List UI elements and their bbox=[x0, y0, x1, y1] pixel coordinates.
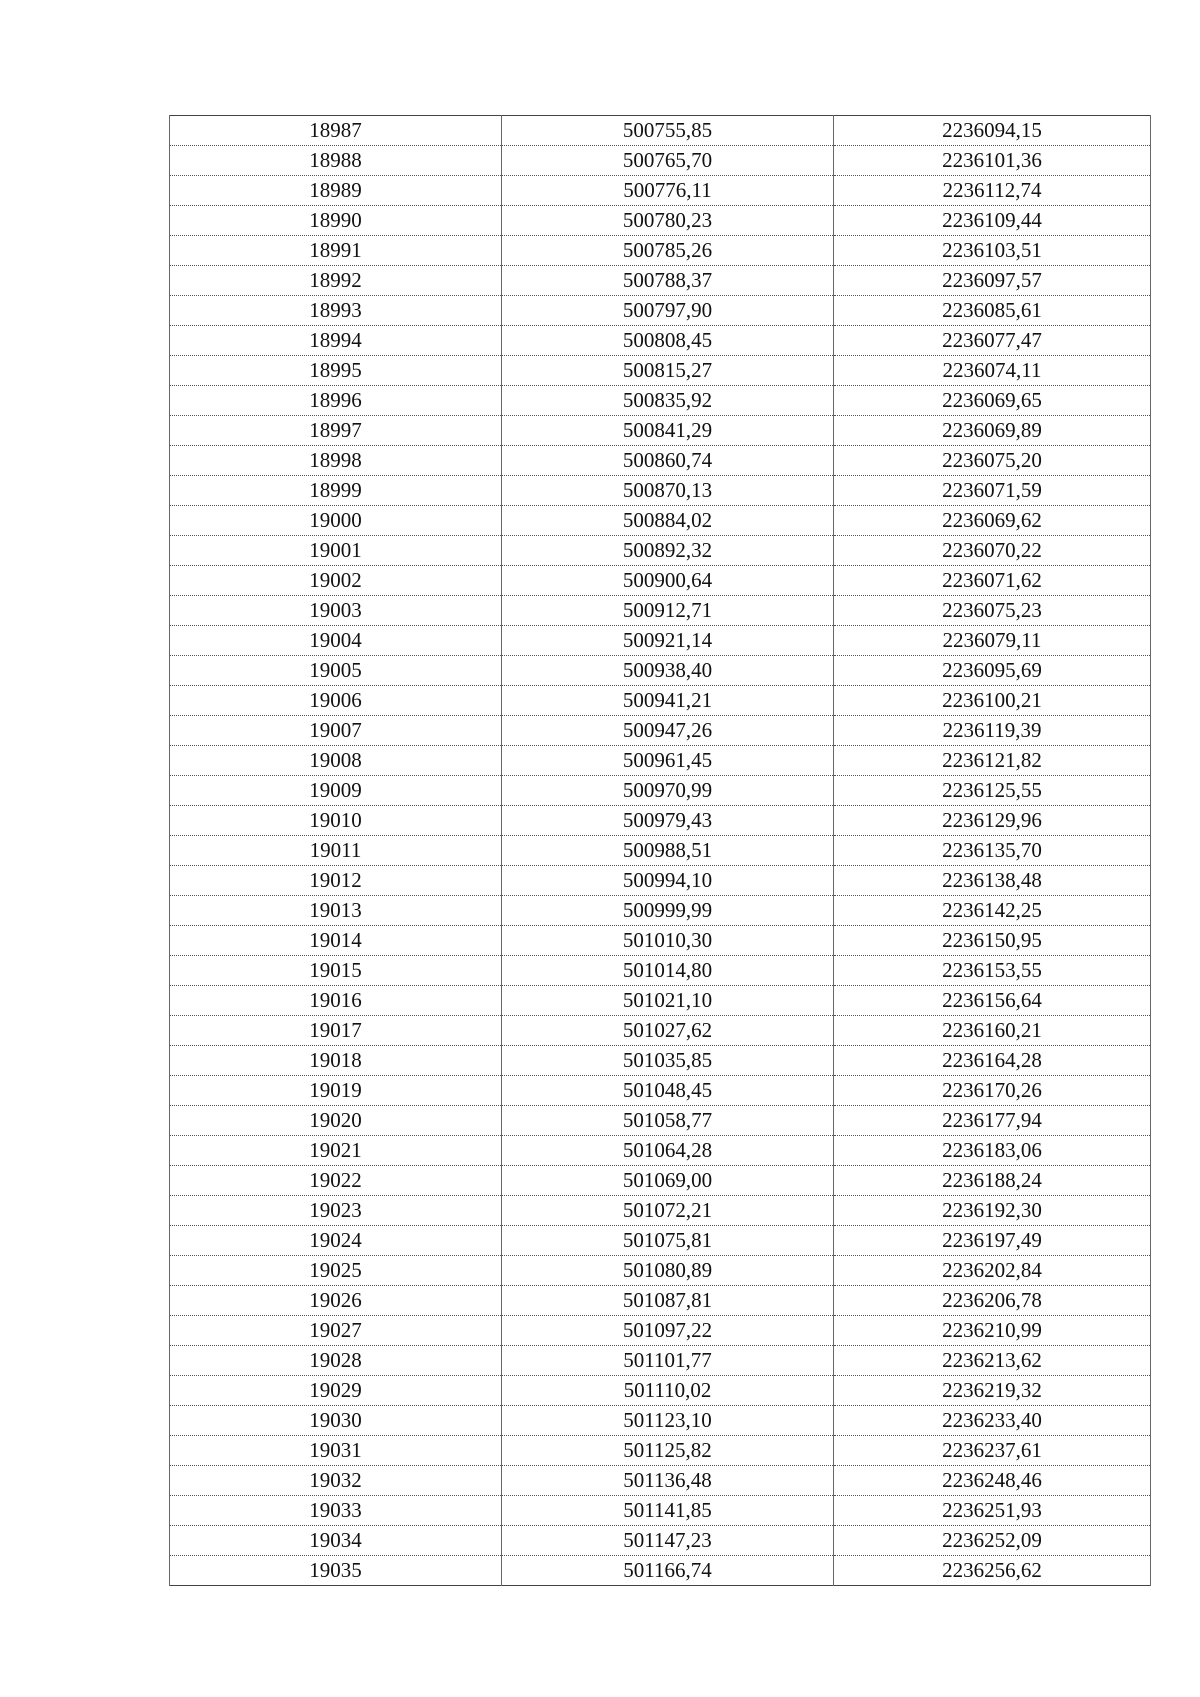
x-coordinate-cell: 500900,64 bbox=[502, 566, 834, 596]
y-coordinate-cell: 2236142,25 bbox=[834, 896, 1151, 926]
point-number-cell: 19003 bbox=[170, 596, 502, 626]
point-number-cell: 19010 bbox=[170, 806, 502, 836]
x-coordinate-cell: 500841,29 bbox=[502, 416, 834, 446]
x-coordinate-cell: 500780,23 bbox=[502, 206, 834, 236]
x-coordinate-cell: 501058,77 bbox=[502, 1106, 834, 1136]
y-coordinate-cell: 2236129,96 bbox=[834, 806, 1151, 836]
x-coordinate-cell: 500835,92 bbox=[502, 386, 834, 416]
point-number-cell: 19030 bbox=[170, 1406, 502, 1436]
table-row bbox=[170, 986, 1151, 1016]
table-row bbox=[170, 1046, 1151, 1076]
y-coordinate-cell: 2236074,11 bbox=[834, 356, 1151, 386]
y-coordinate-cell: 2236069,62 bbox=[834, 506, 1151, 536]
point-number-cell: 18994 bbox=[170, 326, 502, 356]
point-number-cell: 19031 bbox=[170, 1436, 502, 1466]
x-coordinate-cell: 500961,45 bbox=[502, 746, 834, 776]
x-coordinate-cell: 500941,21 bbox=[502, 686, 834, 716]
point-number-cell: 19017 bbox=[170, 1016, 502, 1046]
point-number-cell: 19001 bbox=[170, 536, 502, 566]
x-coordinate-cell: 501021,10 bbox=[502, 986, 834, 1016]
x-coordinate-cell: 501072,21 bbox=[502, 1196, 834, 1226]
y-coordinate-cell: 2236219,32 bbox=[834, 1376, 1151, 1406]
table-row bbox=[170, 686, 1151, 716]
point-number-cell: 19008 bbox=[170, 746, 502, 776]
y-coordinate-cell: 2236070,22 bbox=[834, 536, 1151, 566]
table-row bbox=[170, 1496, 1151, 1526]
table-row bbox=[170, 926, 1151, 956]
point-number-cell: 19027 bbox=[170, 1316, 502, 1346]
point-number-cell: 18992 bbox=[170, 266, 502, 296]
point-number-cell: 19029 bbox=[170, 1376, 502, 1406]
table-row bbox=[170, 956, 1151, 986]
y-coordinate-cell: 2236213,62 bbox=[834, 1346, 1151, 1376]
y-coordinate-cell: 2236075,23 bbox=[834, 596, 1151, 626]
point-number-cell: 19023 bbox=[170, 1196, 502, 1226]
point-number-cell: 19006 bbox=[170, 686, 502, 716]
x-coordinate-cell: 500884,02 bbox=[502, 506, 834, 536]
x-coordinate-cell: 500808,45 bbox=[502, 326, 834, 356]
point-number-cell: 18989 bbox=[170, 176, 502, 206]
x-coordinate-cell: 501123,10 bbox=[502, 1406, 834, 1436]
table-row bbox=[170, 1136, 1151, 1166]
x-coordinate-cell: 501125,82 bbox=[502, 1436, 834, 1466]
x-coordinate-cell: 501069,00 bbox=[502, 1166, 834, 1196]
table-row bbox=[170, 296, 1151, 326]
table-row bbox=[170, 716, 1151, 746]
table-row bbox=[170, 626, 1151, 656]
y-coordinate-cell: 2236103,51 bbox=[834, 236, 1151, 266]
point-number-cell: 19026 bbox=[170, 1286, 502, 1316]
y-coordinate-cell: 2236188,24 bbox=[834, 1166, 1151, 1196]
point-number-cell: 19020 bbox=[170, 1106, 502, 1136]
x-coordinate-cell: 501136,48 bbox=[502, 1466, 834, 1496]
table-row bbox=[170, 1286, 1151, 1316]
x-coordinate-cell: 500765,70 bbox=[502, 146, 834, 176]
x-coordinate-cell: 500776,11 bbox=[502, 176, 834, 206]
point-number-cell: 19018 bbox=[170, 1046, 502, 1076]
x-coordinate-cell: 501014,80 bbox=[502, 956, 834, 986]
table-row bbox=[170, 1466, 1151, 1496]
x-coordinate-cell: 501101,77 bbox=[502, 1346, 834, 1376]
x-coordinate-cell: 500970,99 bbox=[502, 776, 834, 806]
table-row bbox=[170, 1256, 1151, 1286]
point-number-cell: 18991 bbox=[170, 236, 502, 266]
y-coordinate-cell: 2236069,65 bbox=[834, 386, 1151, 416]
point-number-cell: 19025 bbox=[170, 1256, 502, 1286]
point-number-cell: 19019 bbox=[170, 1076, 502, 1106]
y-coordinate-cell: 2236100,21 bbox=[834, 686, 1151, 716]
point-number-cell: 19032 bbox=[170, 1466, 502, 1496]
y-coordinate-cell: 2236077,47 bbox=[834, 326, 1151, 356]
table-row bbox=[170, 1376, 1151, 1406]
x-coordinate-cell: 500994,10 bbox=[502, 866, 834, 896]
x-coordinate-cell: 500912,71 bbox=[502, 596, 834, 626]
table-row bbox=[170, 476, 1151, 506]
point-number-cell: 19021 bbox=[170, 1136, 502, 1166]
y-coordinate-cell: 2236183,06 bbox=[834, 1136, 1151, 1166]
x-coordinate-cell: 500815,27 bbox=[502, 356, 834, 386]
x-coordinate-cell: 501097,22 bbox=[502, 1316, 834, 1346]
table-row bbox=[170, 236, 1151, 266]
x-coordinate-cell: 500892,32 bbox=[502, 536, 834, 566]
y-coordinate-cell: 2236170,26 bbox=[834, 1076, 1151, 1106]
point-number-cell: 19002 bbox=[170, 566, 502, 596]
y-coordinate-cell: 2236079,11 bbox=[834, 626, 1151, 656]
y-coordinate-cell: 2236251,93 bbox=[834, 1496, 1151, 1526]
point-number-cell: 19028 bbox=[170, 1346, 502, 1376]
y-coordinate-cell: 2236138,48 bbox=[834, 866, 1151, 896]
table-row bbox=[170, 1406, 1151, 1436]
point-number-cell: 19022 bbox=[170, 1166, 502, 1196]
table-row bbox=[170, 536, 1151, 566]
x-coordinate-cell: 501147,23 bbox=[502, 1526, 834, 1556]
point-number-cell: 19013 bbox=[170, 896, 502, 926]
y-coordinate-cell: 2236248,46 bbox=[834, 1466, 1151, 1496]
table-row bbox=[170, 146, 1151, 176]
point-number-cell: 18998 bbox=[170, 446, 502, 476]
table-row bbox=[170, 1076, 1151, 1106]
table-row bbox=[170, 1166, 1151, 1196]
y-coordinate-cell: 2236252,09 bbox=[834, 1526, 1151, 1556]
point-number-cell: 18993 bbox=[170, 296, 502, 326]
table-row bbox=[170, 326, 1151, 356]
point-number-cell: 19015 bbox=[170, 956, 502, 986]
y-coordinate-cell: 2236121,82 bbox=[834, 746, 1151, 776]
y-coordinate-cell: 2236069,89 bbox=[834, 416, 1151, 446]
y-coordinate-cell: 2236109,44 bbox=[834, 206, 1151, 236]
y-coordinate-cell: 2236210,99 bbox=[834, 1316, 1151, 1346]
y-coordinate-cell: 2236197,49 bbox=[834, 1226, 1151, 1256]
point-number-cell: 19009 bbox=[170, 776, 502, 806]
x-coordinate-cell: 500755,85 bbox=[502, 116, 834, 146]
y-coordinate-cell: 2236135,70 bbox=[834, 836, 1151, 866]
x-coordinate-cell: 501010,30 bbox=[502, 926, 834, 956]
table-row bbox=[170, 866, 1151, 896]
table-row bbox=[170, 116, 1151, 146]
x-coordinate-cell: 500921,14 bbox=[502, 626, 834, 656]
y-coordinate-cell: 2236233,40 bbox=[834, 1406, 1151, 1436]
table-row bbox=[170, 266, 1151, 296]
y-coordinate-cell: 2236125,55 bbox=[834, 776, 1151, 806]
table-row bbox=[170, 206, 1151, 236]
y-coordinate-cell: 2236150,95 bbox=[834, 926, 1151, 956]
x-coordinate-cell: 501166,74 bbox=[502, 1556, 834, 1586]
x-coordinate-cell: 500938,40 bbox=[502, 656, 834, 686]
y-coordinate-cell: 2236206,78 bbox=[834, 1286, 1151, 1316]
y-coordinate-cell: 2236177,94 bbox=[834, 1106, 1151, 1136]
y-coordinate-cell: 2236075,20 bbox=[834, 446, 1151, 476]
y-coordinate-cell: 2236156,64 bbox=[834, 986, 1151, 1016]
table-row bbox=[170, 1526, 1151, 1556]
y-coordinate-cell: 2236094,15 bbox=[834, 116, 1151, 146]
table-row bbox=[170, 506, 1151, 536]
y-coordinate-cell: 2236071,62 bbox=[834, 566, 1151, 596]
x-coordinate-cell: 501141,85 bbox=[502, 1496, 834, 1526]
point-number-cell: 18988 bbox=[170, 146, 502, 176]
table-row bbox=[170, 896, 1151, 926]
table-row bbox=[170, 656, 1151, 686]
x-coordinate-cell: 501048,45 bbox=[502, 1076, 834, 1106]
table-row bbox=[170, 806, 1151, 836]
y-coordinate-cell: 2236202,84 bbox=[834, 1256, 1151, 1286]
x-coordinate-cell: 500797,90 bbox=[502, 296, 834, 326]
y-coordinate-cell: 2236160,21 bbox=[834, 1016, 1151, 1046]
y-coordinate-cell: 2236112,74 bbox=[834, 176, 1151, 206]
y-coordinate-cell: 2236095,69 bbox=[834, 656, 1151, 686]
point-number-cell: 19011 bbox=[170, 836, 502, 866]
table-row bbox=[170, 1226, 1151, 1256]
x-coordinate-cell: 501110,02 bbox=[502, 1376, 834, 1406]
point-number-cell: 18990 bbox=[170, 206, 502, 236]
x-coordinate-cell: 500979,43 bbox=[502, 806, 834, 836]
table-row bbox=[170, 416, 1151, 446]
point-number-cell: 19033 bbox=[170, 1496, 502, 1526]
point-number-cell: 19004 bbox=[170, 626, 502, 656]
point-number-cell: 19016 bbox=[170, 986, 502, 1016]
y-coordinate-cell: 2236192,30 bbox=[834, 1196, 1151, 1226]
point-number-cell: 18987 bbox=[170, 116, 502, 146]
x-coordinate-cell: 501035,85 bbox=[502, 1046, 834, 1076]
table-row bbox=[170, 746, 1151, 776]
table-row bbox=[170, 356, 1151, 386]
y-coordinate-cell: 2236153,55 bbox=[834, 956, 1151, 986]
y-coordinate-cell: 2236085,61 bbox=[834, 296, 1151, 326]
table-row bbox=[170, 1556, 1151, 1586]
x-coordinate-cell: 501075,81 bbox=[502, 1226, 834, 1256]
x-coordinate-cell: 500988,51 bbox=[502, 836, 834, 866]
y-coordinate-cell: 2236101,36 bbox=[834, 146, 1151, 176]
point-number-cell: 18997 bbox=[170, 416, 502, 446]
table-row bbox=[170, 1196, 1151, 1226]
y-coordinate-cell: 2236256,62 bbox=[834, 1556, 1151, 1586]
point-number-cell: 18996 bbox=[170, 386, 502, 416]
table-row bbox=[170, 1346, 1151, 1376]
coordinate-table-body bbox=[170, 116, 1151, 1586]
point-number-cell: 18999 bbox=[170, 476, 502, 506]
table-row bbox=[170, 1016, 1151, 1046]
x-coordinate-cell: 500947,26 bbox=[502, 716, 834, 746]
table-row bbox=[170, 1106, 1151, 1136]
x-coordinate-cell: 501064,28 bbox=[502, 1136, 834, 1166]
point-number-cell: 19000 bbox=[170, 506, 502, 536]
x-coordinate-cell: 500785,26 bbox=[502, 236, 834, 266]
point-number-cell: 19014 bbox=[170, 926, 502, 956]
point-number-cell: 19012 bbox=[170, 866, 502, 896]
x-coordinate-cell: 501087,81 bbox=[502, 1286, 834, 1316]
table-row bbox=[170, 776, 1151, 806]
x-coordinate-cell: 500788,37 bbox=[502, 266, 834, 296]
point-number-cell: 19034 bbox=[170, 1526, 502, 1556]
point-number-cell: 19007 bbox=[170, 716, 502, 746]
table-row bbox=[170, 176, 1151, 206]
y-coordinate-cell: 2236071,59 bbox=[834, 476, 1151, 506]
point-number-cell: 19005 bbox=[170, 656, 502, 686]
x-coordinate-cell: 501027,62 bbox=[502, 1016, 834, 1046]
coordinate-table bbox=[169, 115, 1151, 1586]
y-coordinate-cell: 2236237,61 bbox=[834, 1436, 1151, 1466]
x-coordinate-cell: 500999,99 bbox=[502, 896, 834, 926]
table-row bbox=[170, 1436, 1151, 1466]
table-row bbox=[170, 386, 1151, 416]
x-coordinate-cell: 500870,13 bbox=[502, 476, 834, 506]
point-number-cell: 18995 bbox=[170, 356, 502, 386]
y-coordinate-cell: 2236164,28 bbox=[834, 1046, 1151, 1076]
table-row bbox=[170, 1316, 1151, 1346]
table-row bbox=[170, 596, 1151, 626]
point-number-cell: 19035 bbox=[170, 1556, 502, 1586]
table-row bbox=[170, 566, 1151, 596]
y-coordinate-cell: 2236119,39 bbox=[834, 716, 1151, 746]
y-coordinate-cell: 2236097,57 bbox=[834, 266, 1151, 296]
point-number-cell: 19024 bbox=[170, 1226, 502, 1256]
x-coordinate-cell: 501080,89 bbox=[502, 1256, 834, 1286]
x-coordinate-cell: 500860,74 bbox=[502, 446, 834, 476]
table-row bbox=[170, 446, 1151, 476]
table-row bbox=[170, 836, 1151, 866]
